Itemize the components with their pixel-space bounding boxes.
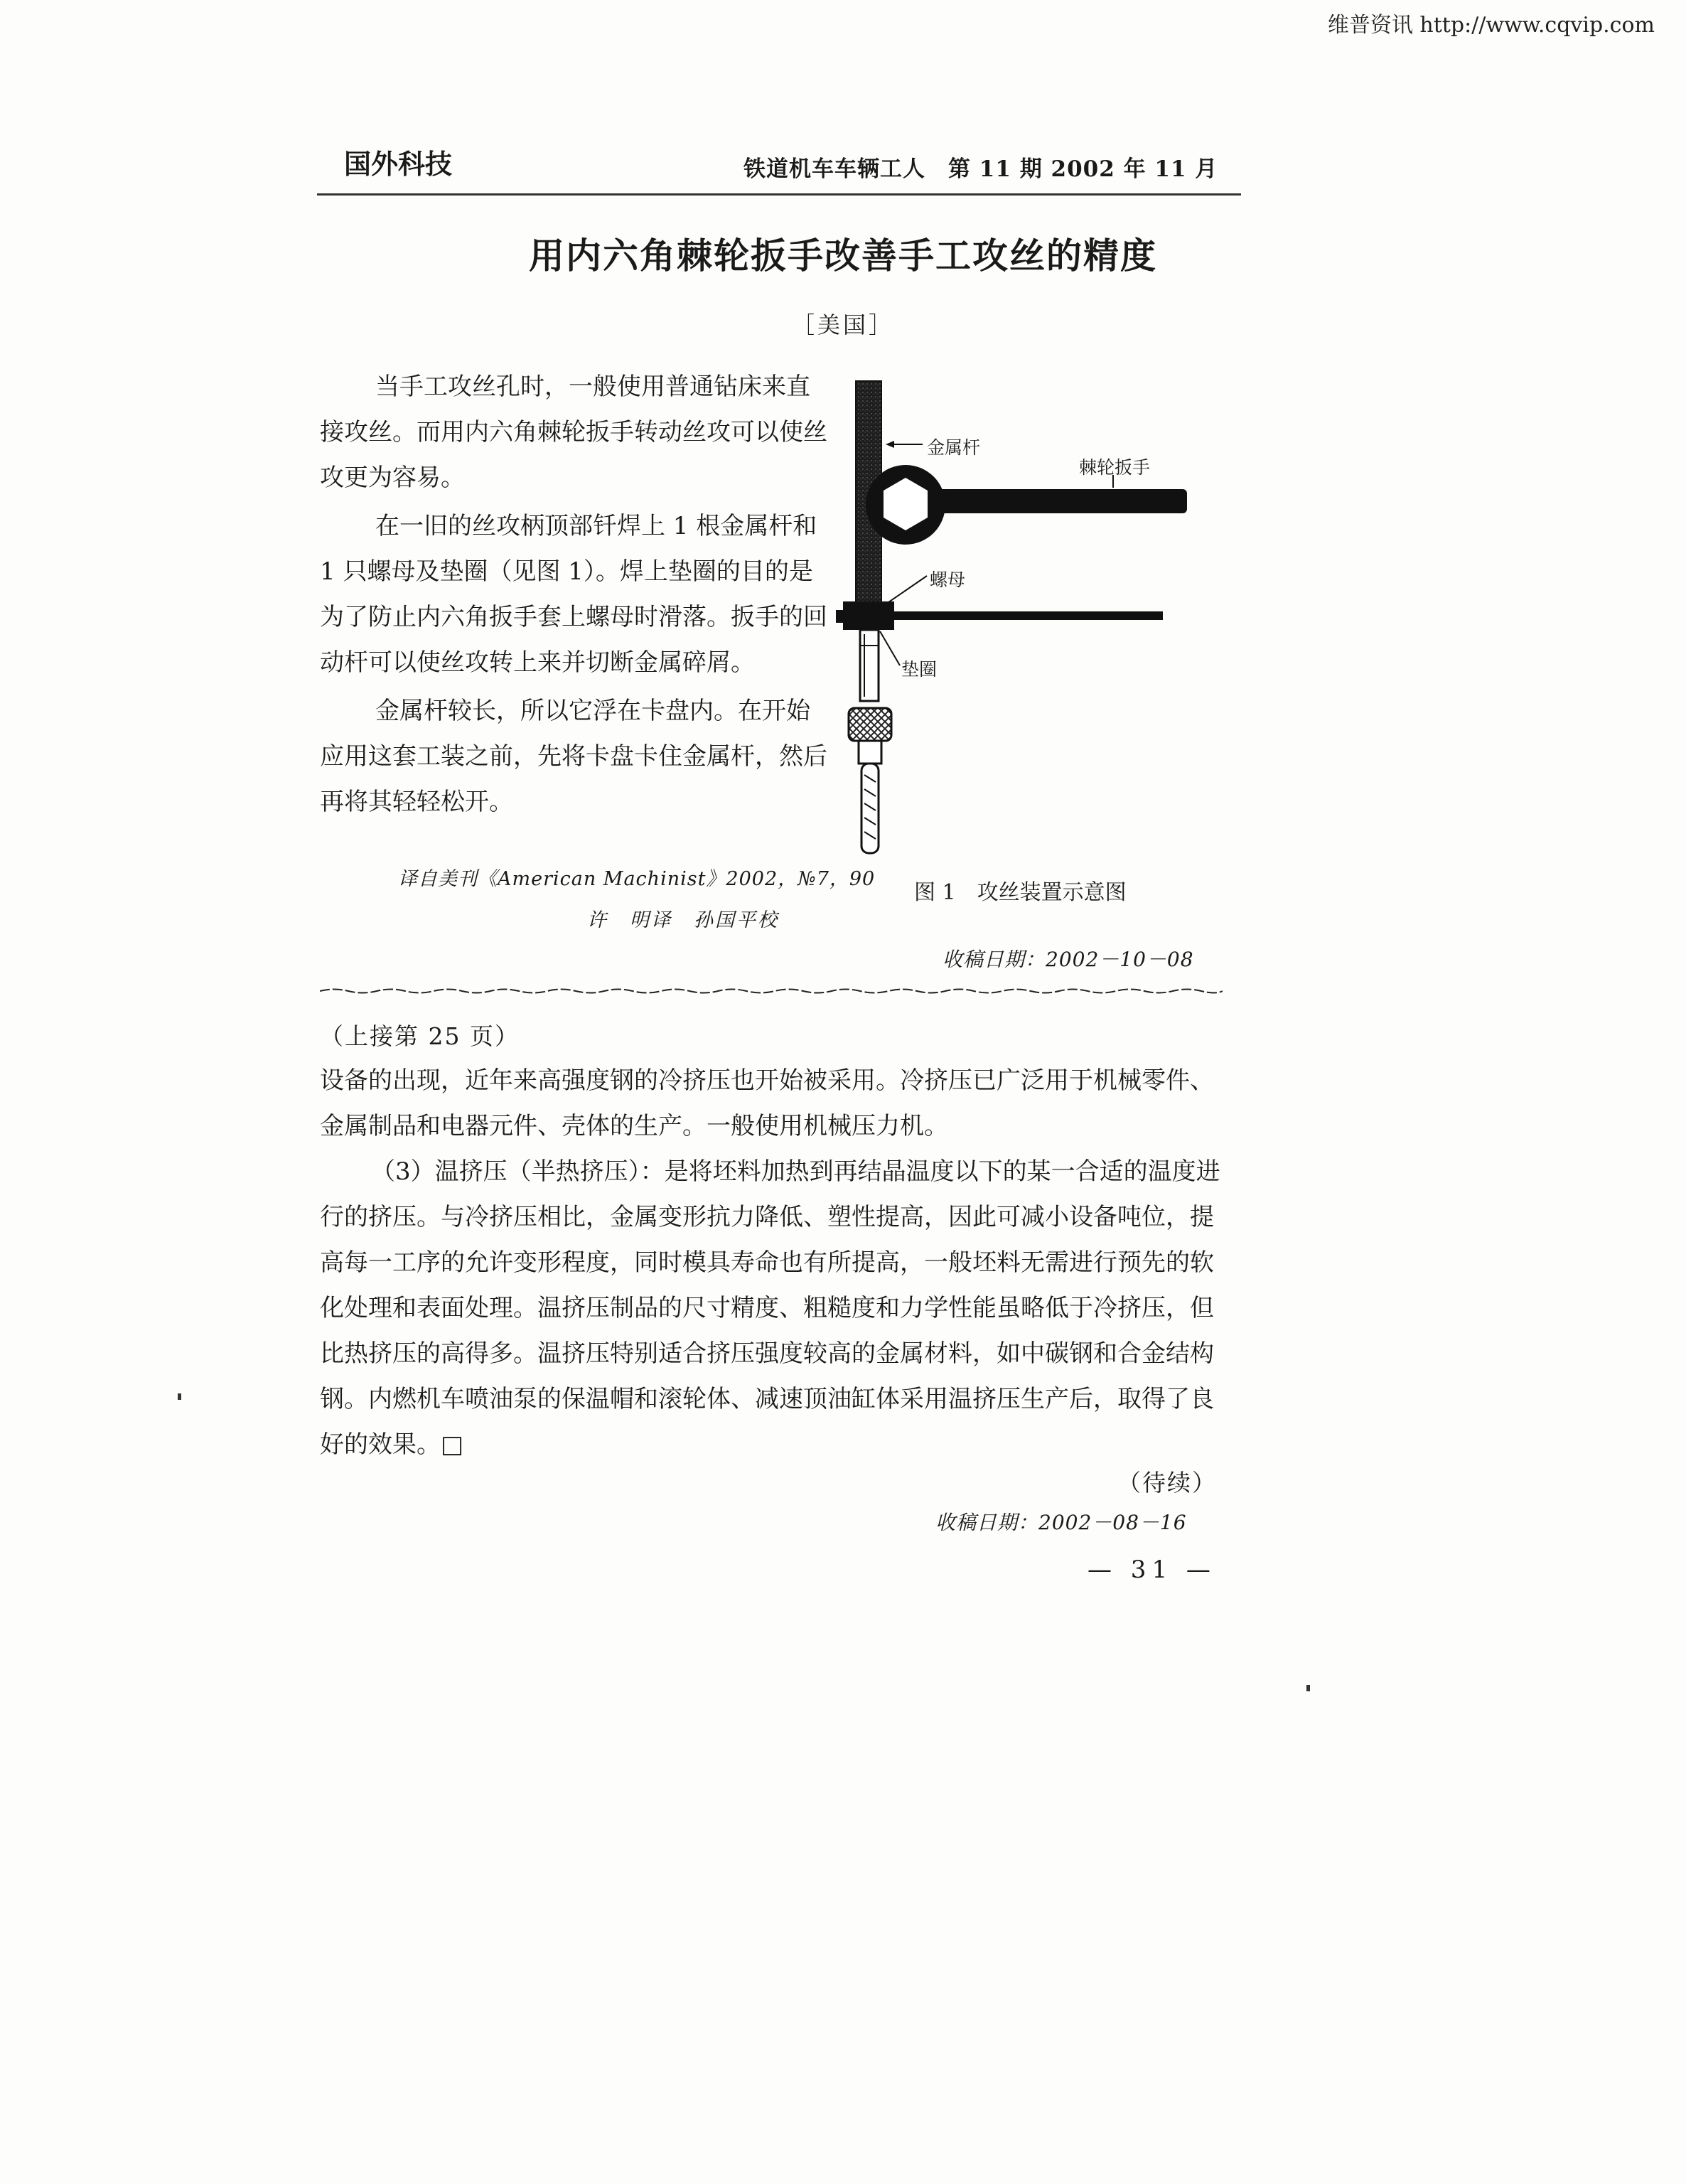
nut-washer (843, 601, 894, 630)
knurled-collar (849, 708, 891, 741)
figure-caption: 图 1 攻丝装置示意图 (914, 880, 1127, 905)
label-metal-rod: 金属杆 (927, 437, 981, 458)
section-label: 国外科技 (344, 149, 453, 180)
tap-shank (860, 630, 879, 701)
tap-bit (861, 764, 879, 853)
scan-speck (1306, 1685, 1310, 1691)
received-date: 收稿日期：2002－10－08 (943, 948, 1194, 971)
leader-washer (880, 631, 900, 665)
to-be-continued: （待续） (1117, 1469, 1217, 1497)
source-citation: 译自美刊《American Machinist》2002，№7，90 (398, 868, 876, 890)
article-country: ［美国］ (791, 311, 894, 338)
section-divider (320, 985, 1223, 995)
tapping-device-illustration (832, 370, 1230, 867)
paragraph: 设备的出现，近年来高强度钢的冷挤压也开始被采用。冷挤压已广泛用于机械零件、金属制品和电器元件、壳体的生产。一般使用机械压力机。 (320, 1066, 1214, 1140)
watermark: 维普资讯 http://www.cqvip.com (1327, 13, 1655, 38)
figure-tapping-device (832, 370, 1230, 867)
label-washer: 垫圈 (901, 659, 938, 680)
paragraph: 在一旧的丝攻柄顶部钎焊上 1 根金属杆和 1 只螺母及垫圈（见图 1）。焊上垫圈的目的是为了防止内六角扳手套上螺母时滑落。扳手的回动杆可以使丝攻转上来并切断金属碎屑。 (320, 512, 827, 677)
journal-info: 铁道机车车辆工人 第 11 期 2002 年 11 月 (743, 156, 1218, 182)
continuation-body (320, 1058, 1237, 1467)
leader-nut (881, 576, 927, 607)
label-ratchet-wrench: 棘轮扳手 (1079, 457, 1151, 478)
received-date-2: 收稿日期：2002－08－16 (935, 1511, 1187, 1534)
article-title: 用内六角棘轮扳手改善手工攻丝的精度 (529, 235, 1157, 277)
translator-credit: 许 明译 孙国平校 (587, 909, 779, 931)
handle-bar (893, 611, 1163, 620)
page-number: — 31 — (1088, 1556, 1216, 1584)
paragraph: 当手工攻丝孔时，一般使用普通钻床来直接攻丝。而用内六角棘轮扳手转动丝攻可以使丝攻更为容易。 (320, 373, 827, 492)
paragraph: 金属杆较长，所以它浮在卡盘内。在开始应用这套工装之前，先将卡盘卡住金属杆，然后再将其轻轻松开。 (320, 697, 827, 816)
scan-speck (178, 1393, 181, 1400)
label-nut: 螺母 (930, 569, 966, 590)
header-rule (317, 193, 1241, 196)
article-body (320, 364, 832, 828)
paragraph: （3）温挤压（半热挤压）：是将坯料加热到再结晶温度以下的某一合适的温度进行的挤压。与冷挤压相比，金属变形抗力降低、塑性提高，因此可减小设备吨位，提高每一工序的允许变形程度，同时模具寿命也有所提高，一般坯料无需进行预先的软化处理和表面处理。温挤压制品的尺寸精度、粗糙度和力学性能虽略低于冷挤压，但比热挤压的高得多。温挤压特别适合挤压强度较高的金属材料，如中碳钢和合金结构钢。内燃机车喷油泵的保温帽和滚轮体、减速顶油缸体采用温挤压生产后，取得了良好的效果。□ (320, 1157, 1220, 1459)
continuation-note: （上接第 25 页） (320, 1022, 520, 1050)
